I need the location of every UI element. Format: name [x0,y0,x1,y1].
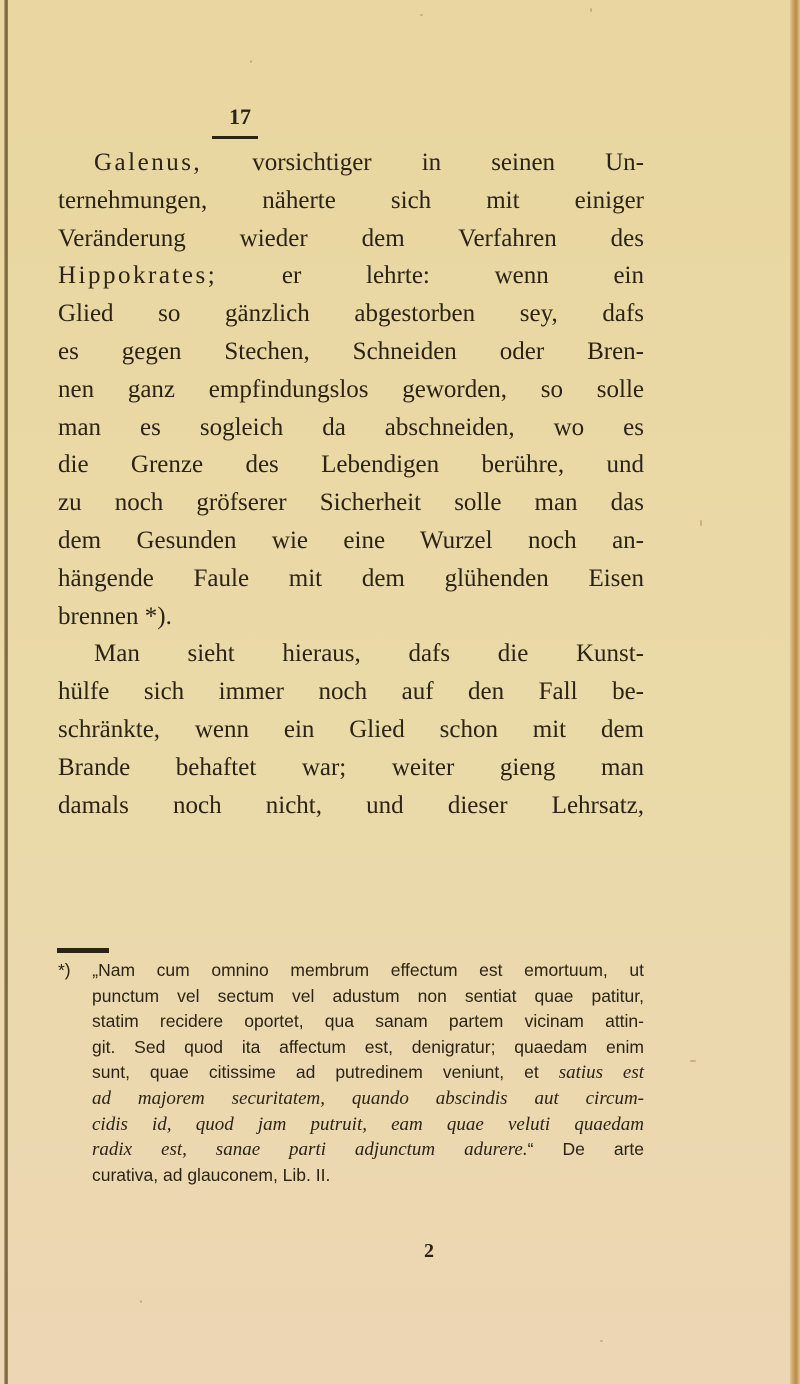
footnote-line: git. Sed quod ita affectum est, denigratur; quaedam enim [92,1036,644,1057]
text-line: zu noch gröfserer Sicherheit solle man das [58,489,644,517]
text-line: Galenus, vorsichtiger in seinen Un- [94,149,644,176]
text-line: Veränderung wieder dem Verfahren des [58,224,644,252]
footnote-line: statim recidere oportet, qua sanam partem vicinam attin- [92,1011,644,1032]
footnote-line: curativa, ad glauconem, Lib. II. [92,1164,331,1185]
footnote-line: *) „Nam cum omnino membrum effectum est emortuum, ut [58,960,644,980]
page-number: 17 [229,104,251,129]
footnote-line: ad majorem securitatem, quando abscindis aut circum- [92,1087,644,1109]
page-gutter-shadow [4,0,8,1384]
footnote-line: sunt, quae citissime ad putredinem veniunt, et satius est [92,1062,645,1084]
footnote-rule [57,948,109,953]
footnote [58,958,644,1188]
text-line: dem Gesunden wie eine Wurzel noch an- [58,526,644,554]
text-line: Glied so gänzlich abgestorben sey, dafs [58,300,644,328]
name-galenus: Galenus, [94,149,203,176]
text-line: Man sieht hieraus, dafs die Kunst- [94,640,644,668]
text-line: hängende Faule mit dem glühenden Eisen [58,564,644,592]
text-line: ternehmungen, näherte sich mit einiger [58,186,644,214]
name-hippokrates: Hippokrates; [58,262,218,290]
page-number-rule [212,136,258,139]
page-edge [790,0,800,1384]
text-line: Hippokrates; er lehrte: wenn ein [58,262,644,290]
signature-mark: 2 [424,1240,434,1262]
text-line: man es sogleich da abschneiden, wo es [58,413,644,441]
text-line: schränkte, wenn ein Glied schon mit dem [58,715,644,743]
footnote-line: punctum vel sectum vel adustum non sentiat quae patitur, [92,985,644,1006]
text-line: damals noch nicht, und dieser Lehrsatz, [58,791,644,819]
text-line: die Grenze des Lebendigen berühre, und [58,451,644,479]
text-line: Brande behaftet war; weiter gieng man [58,753,644,781]
footnote-marker: *) [58,960,71,980]
footnote-line: radix est, sanae parti adjunctum adurere.“ De arte [92,1139,645,1161]
text-line: nen ganz empfindungslos geworden, so solle [58,375,644,403]
text-line: hülfe sich immer noch auf den Fall be- [58,678,644,706]
footnote-line: cidis id, quod jam putruit, eam quae veluti quaedam [92,1113,644,1135]
main-text [58,144,644,824]
text-line: es gegen Stechen, Schneiden oder Bren- [58,337,644,365]
text-line-footnote-ref: brennen *). [58,602,172,630]
